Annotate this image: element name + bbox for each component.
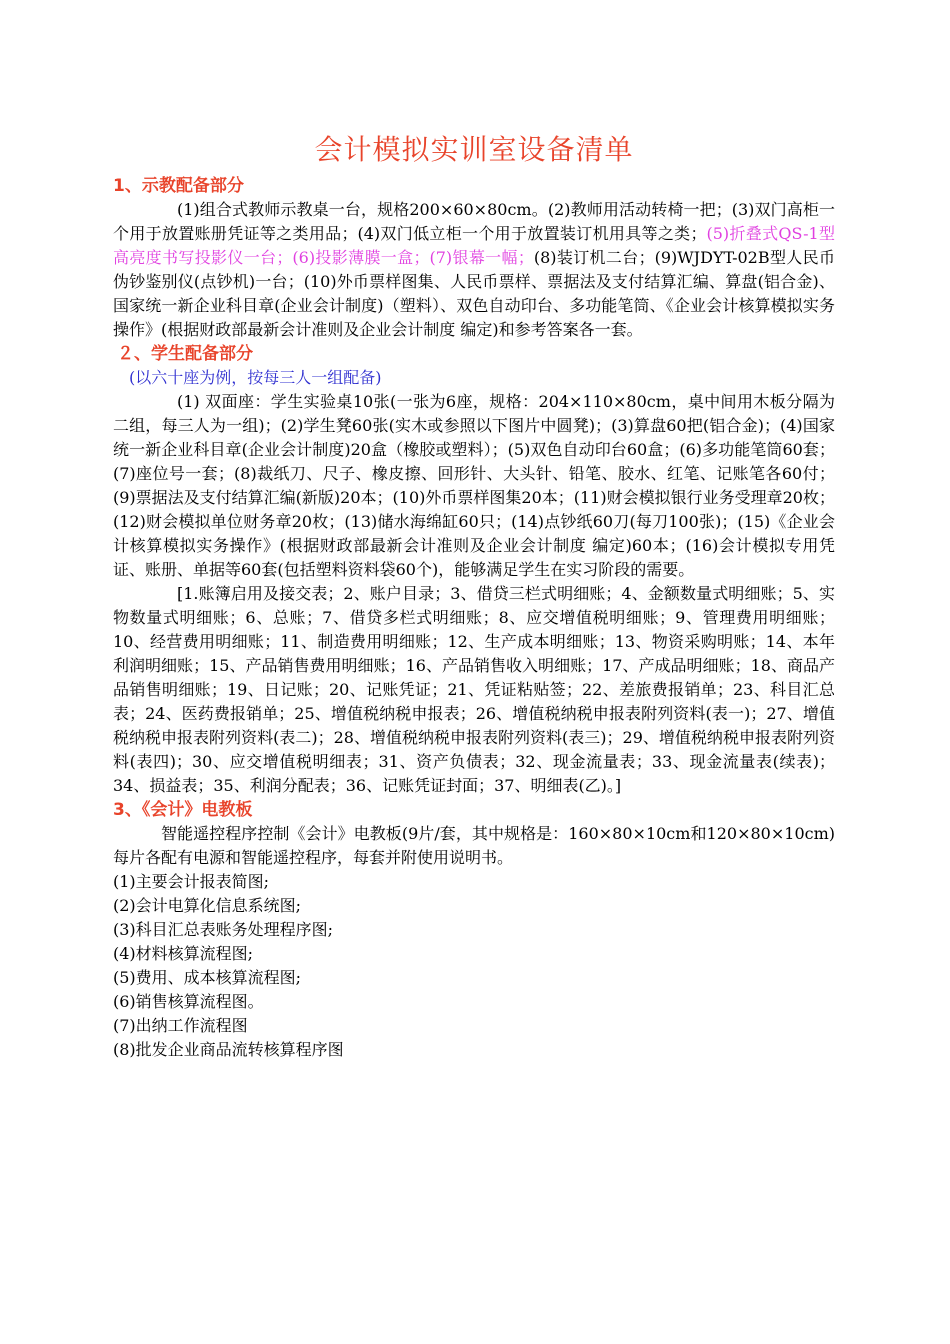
section1-text-b: (8)装订机二台；(9)WJDYT-02B型人民币伪钞鉴别仪(点钞机)一台；(10)外币票样图集、人民币票样、票据法及支付结算汇编、算盘(铝合金)、国家统一新企业科目章(企业会计制度)（塑料）、双色自动印台、多功能笔筒、《企业会计核算模拟实务操作》(根据财政部最新会计准则及企业会计制度 编定)和参考答案各一套。	[113, 248, 835, 339]
list-item: (3)科目汇总表账务处理程序图;	[113, 920, 334, 939]
list-item: (4)材料核算流程图;	[113, 944, 254, 963]
section3-heading: 3、《会计》电教板	[113, 800, 253, 820]
section2-paragraph-1: (1) 双面座：学生实验桌10张(一张为6座，规格：204×110×80cm，桌中间用木板分隔为二组，每三人为一组)；(2)学生凳60张(实木或参照以下图片中圆凳)；(3)算盘60把(铝合金)；(4)国家统一新企业科目章(企业会计制度)20盒（橡胶或塑料）；(5)双色自动印台60盒；(6)多功能笔筒60套；(7)座位号一套；(8)裁纸刀、尺子、橡皮擦、回形针、大头针、铅笔、胶水、红笔、记账笔各60付；(9)票据法及支付结算汇编(新版)20本；(10)外币票样图集20本；(11)财会模拟银行业务受理章20枚；(12)财会模拟单位财务章20枚；(13)储水海绵缸60只；(14)点钞纸60刀(每刀100张)；(15)《企业会计核算模拟实务操作》(根据财政部最新会计准则及企业会计制度 编定)60本；(16)会计模拟专用凭证、账册、单据等60套(包括塑料资料袋60个)，能够满足学生在实习阶段的需要。	[113, 392, 835, 579]
section1-heading: 1、示教配备部分	[113, 176, 244, 196]
list-item: (5)费用、成本核算流程图;	[113, 968, 302, 987]
section2-paragraph-2: [1.账簿启用及接交表；2、账户目录；3、借贷三栏式明细账；4、金额数量式明细账；5、实物数量式明细账；6、总账；7、借贷多栏式明细账；8、应交增值税明细账；9、管理费用明细账；10、经营费用明细账；11、制造费用明细账；12、生产成本明细账；13、物资采购明账；14、本年利润明细账；15、产品销售费用明细账；16、产品销售收入明细账；17、产成品明细账；18、商品产品销售明细账；19、日记账；20、记账凭证；21、凭证粘贴签；22、差旅费报销单；23、科目汇总表；24、医药费报销单；25、增值税纳税申报表；26、增值税纳税申报表附列资料(表一)；27、增值税纳税申报表附列资料(表二)；28、增值税纳税申报表附列资料(表三)；29、增值税纳税申报表附列资料(表四)；30、应交增值税明细表；31、资产负债表；32、现金流量表；33、现金流量表(续表)；34、损益表；35、利润分配表；36、记账凭证封面；37、明细表(乙)。]	[113, 584, 835, 795]
section3-list	[113, 870, 835, 1062]
list-item: (8)批发企业商品流转核算程序图	[113, 1040, 344, 1059]
list-item: (2)会计电算化信息系统图;	[113, 896, 302, 915]
list-item: (6)销售核算流程图。	[113, 992, 264, 1011]
document-page	[113, 130, 835, 1062]
section3-paragraph: 智能遥控程序控制《会计》电教板(9片/套，其中规格是：160×80×10cm和120×80×10cm)每片各配有电源和智能遥控程序，每套并附使用说明书。	[113, 824, 835, 867]
section1-paragraph	[113, 198, 835, 342]
list-item: (7)出纳工作流程图	[113, 1016, 248, 1035]
section2-subheading: (以六十座为例，按每三人一组配备)	[129, 368, 382, 387]
section2-heading: ２、学生配备部分	[117, 344, 253, 364]
page-title: 会计模拟实训室设备清单	[314, 133, 634, 166]
section1-text-highlight: (5)折叠式QS-1型高亮度书写投影仪一台；(6)投影薄膜一盒；(7)银幕一幅；	[113, 224, 835, 267]
section1-text-a: (1)组合式教师示教桌一台，规格200×60×80cm。(2)教师用活动转椅一把；(3)双门高柜一个用于放置账册凭证等之类用品；(4)双门低立柜一个用于放置装订机用具等之类；	[113, 200, 835, 243]
list-item: (1)主要会计报表简图;	[113, 872, 270, 891]
